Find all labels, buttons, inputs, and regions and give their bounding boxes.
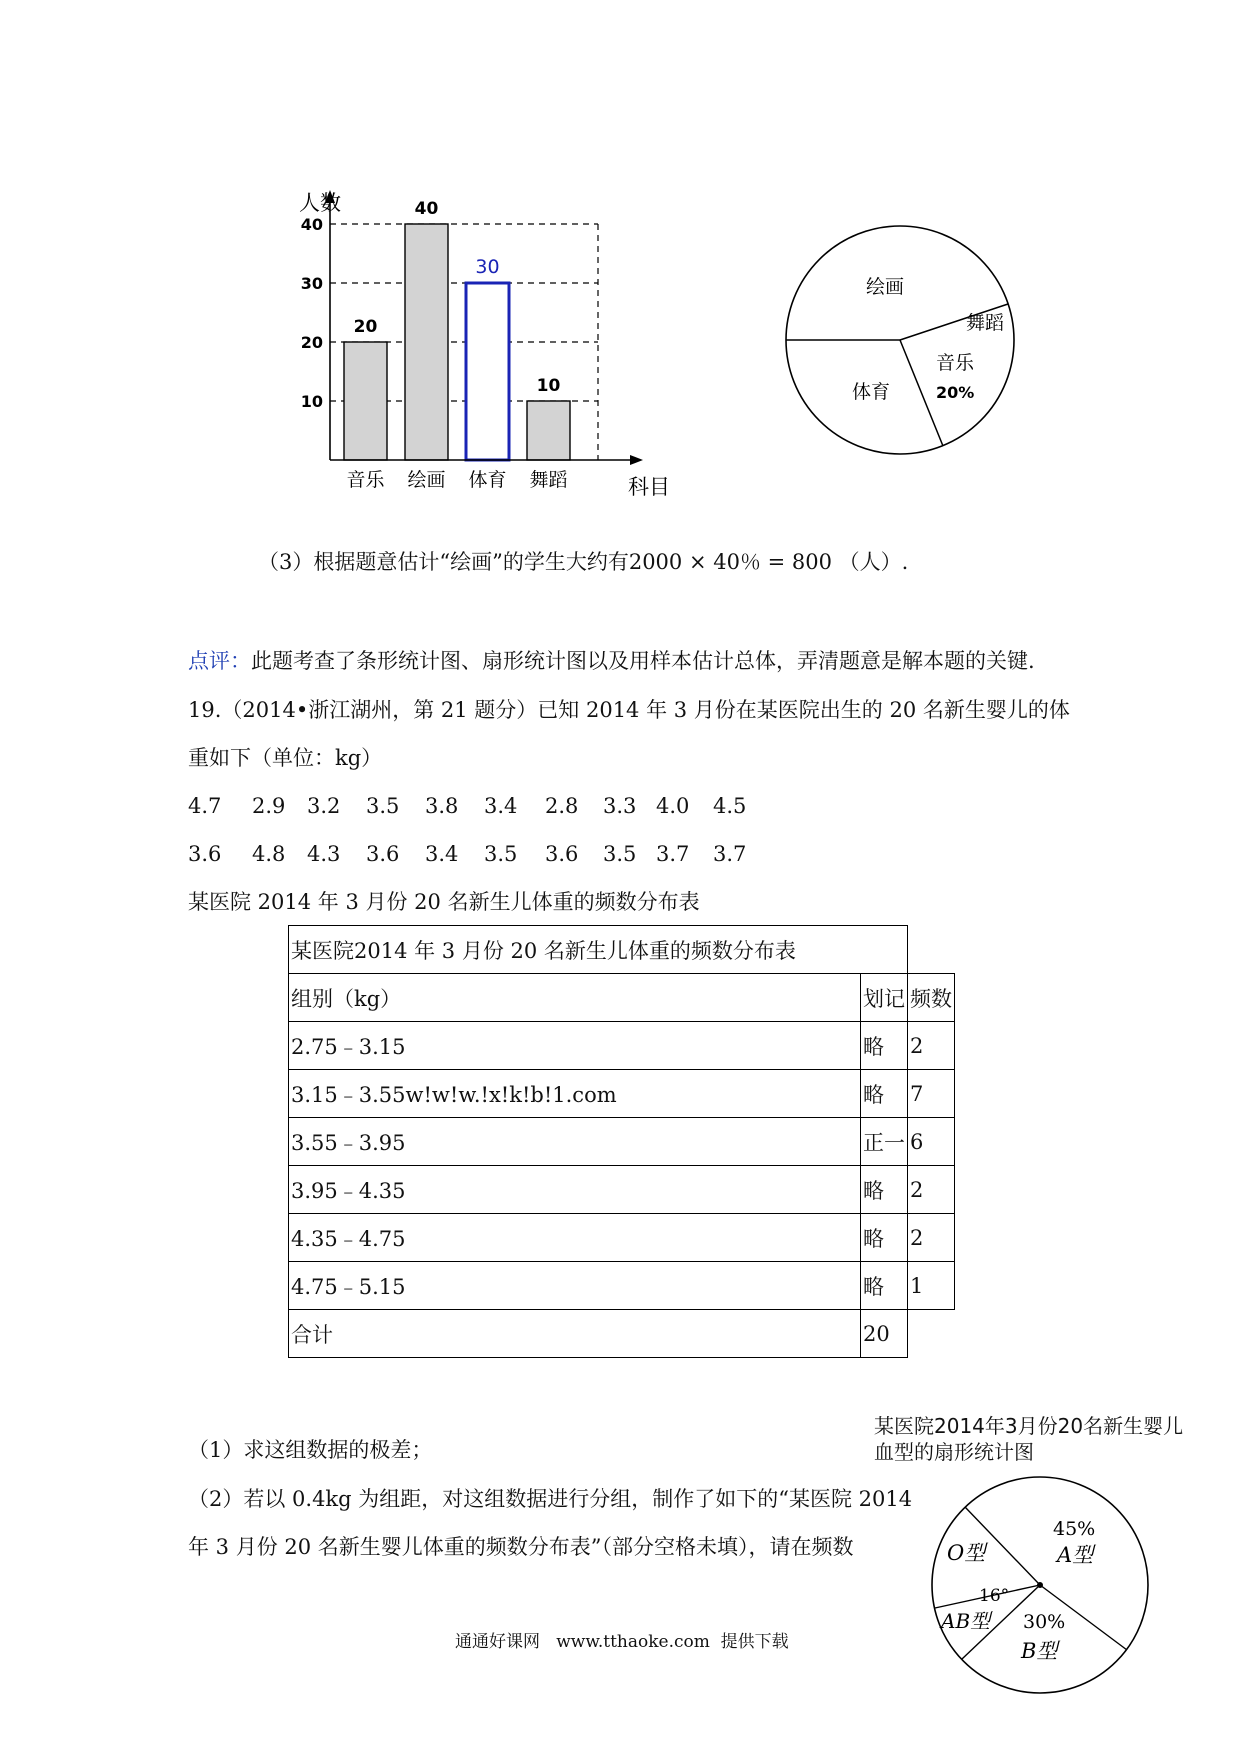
comment-label: 点评： (188, 649, 251, 673)
bar-0 (344, 342, 387, 460)
comment-body: 此题考查了条形统计图、扇形统计图以及用样本估计总体，弄清题意是解本题的关键. (251, 649, 1035, 673)
weight-value: 4.8 (252, 842, 286, 866)
weight-value: 2.9 (252, 794, 286, 818)
blood-a-label: A型 (1057, 1543, 1094, 1567)
table-header-row (289, 974, 955, 1022)
subject-pie-chart (780, 220, 1020, 460)
part3-answer: （3）根据题意估计“绘画”的学生大约有2000 × 40％ = 800 （人）. (258, 550, 909, 574)
bar-2 (466, 283, 509, 460)
weight-value: 3.6 (188, 842, 222, 866)
x-tick-label: 舞蹈 (529, 469, 568, 491)
y-axis-label: 人数 (299, 191, 341, 215)
pie-value-music: 20% (936, 383, 975, 402)
blood-type-pie-chart (925, 1470, 1155, 1700)
table-row: 4.35﹣4.75 略 2 (289, 1214, 955, 1262)
table-row: 2.75﹣3.15 略 2 (289, 1022, 955, 1070)
pie-label-music: 音乐 (936, 352, 975, 374)
blood-ab-angle: 16° (979, 1586, 1010, 1606)
blood-b-label: B型 (1021, 1639, 1058, 1663)
question19-line2: 重如下（单位：kg） (188, 746, 383, 770)
bar-data-label: 30 (475, 256, 500, 278)
weight-value: 3.4 (484, 794, 518, 818)
x-axis-arrow (630, 455, 643, 465)
weight-value: 3.6 (545, 842, 579, 866)
page-footer: 通通好课网 www.tthaoke.com 提供下载 (455, 1632, 789, 1652)
x-tick-label: 绘画 (407, 469, 446, 491)
question1: （1）求这组数据的极差； (188, 1438, 433, 1462)
blood-pie-title: 某医院2014年3月份20名新生婴儿 血型的扇形统计图 (874, 1414, 1184, 1464)
table-caption: 某医院 2014 年 3 月份 20 名新生儿体重的频数分布表 (188, 890, 700, 914)
blood-o-label: O型 (947, 1541, 986, 1565)
weight-value: 3.5 (603, 842, 637, 866)
pie-label-dance: 舞蹈 (966, 312, 1005, 334)
weight-value: 3.6 (366, 842, 400, 866)
table-row: 3.95﹣4.35 略 2 (289, 1166, 955, 1214)
weight-value: 4.7 (188, 794, 222, 818)
weight-value: 4.5 (713, 794, 747, 818)
weight-value: 3.5 (366, 794, 400, 818)
x-tick-label: 体育 (468, 469, 507, 491)
table-title-row (289, 926, 955, 974)
bar-data-label: 10 (536, 376, 561, 396)
bar-data-label: 20 (353, 317, 378, 337)
pie-label-sports: 体育 (852, 381, 891, 403)
bar-3 (527, 401, 570, 460)
header-frequency: 频数 (908, 974, 955, 1022)
question19-line1: 19.（2014•浙江湖州，第 21 题分）已知 2014 年 3 月份在某医院出生的 20 名新生婴儿的体 (188, 698, 1070, 722)
y-tick-labels (301, 215, 323, 411)
x-tick-label: 音乐 (346, 469, 385, 491)
weight-value: 3.5 (484, 842, 518, 866)
blood-a-value: 45% (1053, 1518, 1096, 1540)
weight-value: 2.8 (545, 794, 579, 818)
bar-1 (405, 224, 448, 460)
y-tick-label: 30 (300, 274, 323, 293)
table-row: 4.75﹣5.15 略 1 (289, 1262, 955, 1310)
bar-data-label: 40 (414, 199, 439, 219)
question2-line2: 年 3 月份 20 名新生婴儿体重的频数分布表”（部分空格未填），请在频数 (188, 1535, 854, 1559)
table-row: 3.55﹣3.95 正一 6 (289, 1118, 955, 1166)
weight-value: 3.3 (603, 794, 637, 818)
x-axis-label: 科目 (628, 475, 670, 499)
question2-line1: （2）若以 0.4kg 为组距，对这组数据进行分组，制作了如下的“某医院 2014 (188, 1487, 913, 1511)
weight-value: 3.8 (425, 794, 459, 818)
x-tick-labels (346, 469, 567, 491)
total-value: 20 (861, 1310, 908, 1358)
frequency-table (288, 925, 955, 1358)
weight-value: 3.7 (656, 842, 690, 866)
weight-value: 3.7 (713, 842, 747, 866)
blood-ab-label: AB型 (941, 1609, 991, 1633)
table-row: 3.15﹣3.55w!w!w.!x!k!b!1.com 略 7 (289, 1070, 955, 1118)
bar-chart (0, 0, 1240, 520)
y-tick-label: 10 (300, 392, 323, 411)
header-tally: 划记 (861, 974, 908, 1022)
weight-value: 3.2 (307, 794, 341, 818)
pie-label-painting: 绘画 (866, 276, 905, 298)
pie-center (1037, 1582, 1043, 1588)
y-tick-label: 40 (300, 215, 323, 234)
y-tick-label: 20 (300, 333, 323, 352)
blood-b-value: 30% (1023, 1611, 1066, 1633)
total-label: 合计 (289, 1310, 861, 1358)
weight-value: 4.0 (656, 794, 690, 818)
weight-value: 3.4 (425, 842, 459, 866)
comment-line (188, 651, 1035, 672)
table-total-row (289, 1310, 955, 1358)
weight-value: 4.3 (307, 842, 341, 866)
table-title: 某医院2014 年 3 月份 20 名新生儿体重的频数分布表 (289, 926, 908, 974)
header-group: 组别（kg） (289, 974, 861, 1022)
